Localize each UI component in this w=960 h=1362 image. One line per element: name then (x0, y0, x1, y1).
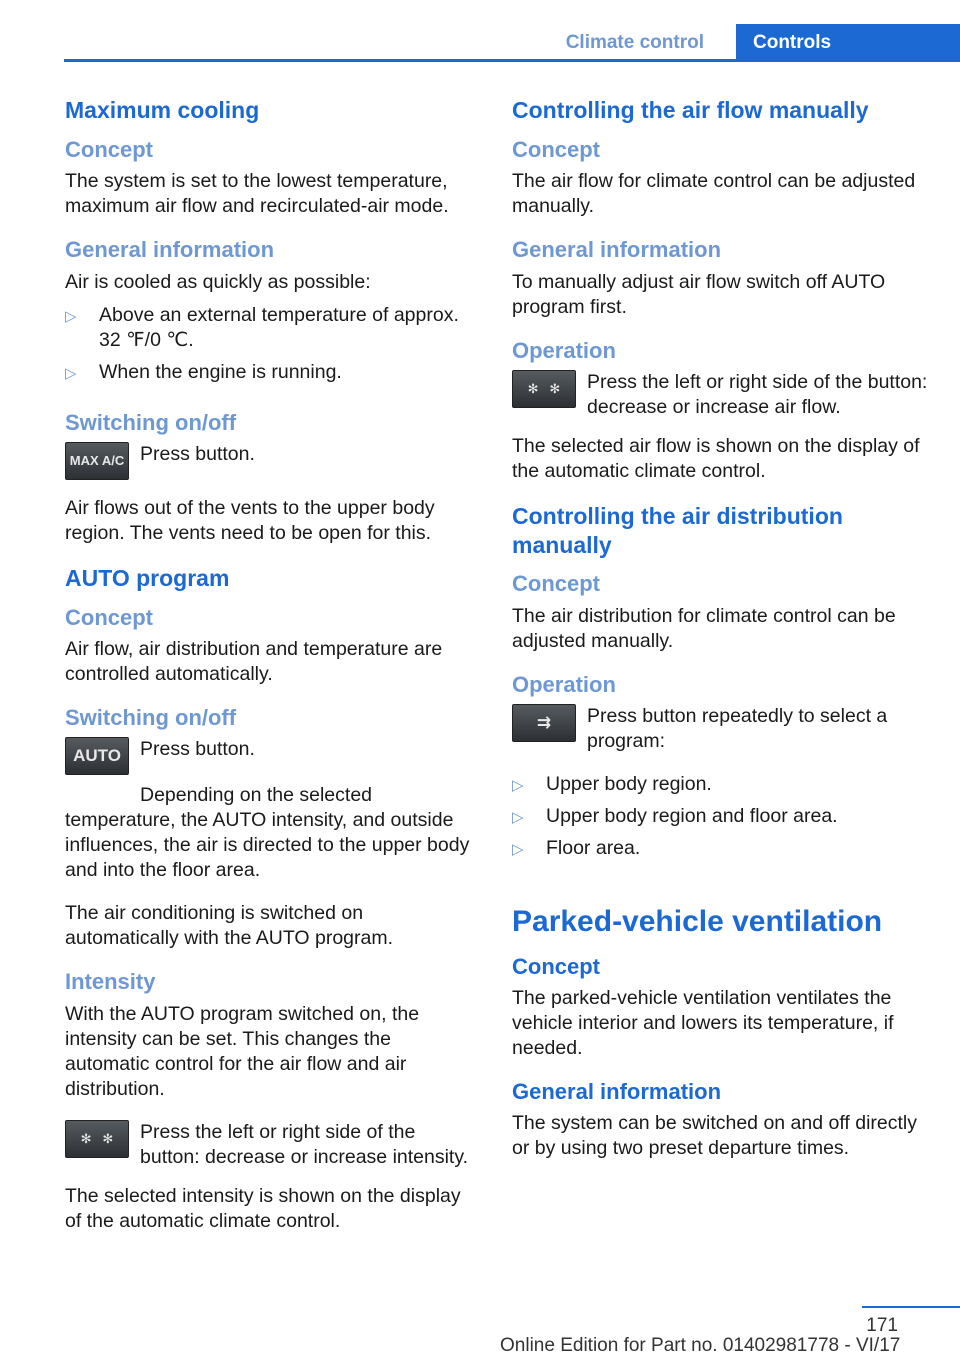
list-item: ▷ Upper body region and floor area. (512, 804, 932, 836)
subheading-intensity: Intensity (65, 969, 156, 995)
instruction-text: Press button repeatedly to select a program: (587, 705, 888, 753)
auto-button-image: AUTO (65, 737, 129, 775)
fan-small-icon: ✻ (527, 380, 539, 396)
button-instruction (512, 704, 932, 754)
paragraph: With the AUTO program switched on, the intensity can be set. This changes the automatic control for the air flow and air distribution. (65, 1002, 420, 1100)
subheading-general: General information (512, 237, 722, 263)
paragraph: The system is set to the lowest temperature, maximum air flow and recirculated-air mode. (65, 170, 449, 218)
paragraph: Depending on the selected temperature, the AUTO intensity, and outside influences, the air is directed to the upper body and into the floor area. (65, 784, 470, 882)
subheading-switching: Switching on/off (65, 409, 237, 435)
list-item: ▷ Above an external temperature of approx. 32 ℉/0 ℃. (65, 303, 480, 360)
subheading-concept: Concept (65, 604, 153, 630)
heading-auto-program: AUTO program (65, 564, 230, 591)
subheading-concept: Concept (65, 136, 153, 162)
edition-text: Online Edition for Part no. 01402981778 - VI/17 (500, 1335, 901, 1356)
left-column (65, 96, 480, 1252)
paragraph: Air flow, air distribution and temperature are controlled automatically. (65, 638, 443, 686)
section-tab[interactable]: Climate control (565, 32, 704, 53)
paragraph: The selected air flow is shown on the display of the automatic climate control. (512, 434, 920, 482)
page-header (0, 24, 960, 62)
button-instruction (65, 1120, 480, 1170)
subheading-general: General information (65, 237, 275, 263)
bullet-list (512, 772, 932, 868)
paragraph: The air conditioning is switched on automatically with the AUTO program. (65, 902, 394, 950)
instruction-text: Press the left or right side of the button: decrease or increase intensity. (140, 1120, 469, 1168)
triangle-right-icon: ▷ (512, 841, 524, 859)
subheading-operation: Operation (512, 337, 616, 363)
right-column (512, 96, 932, 1179)
paragraph: Air flows out of the vents to the upper body region. The vents need to be open for this. (65, 496, 435, 544)
instruction-text: Press button. (140, 738, 255, 761)
button-instruction (512, 370, 932, 420)
subheading-general: General information (512, 1079, 722, 1105)
air-distribution-icon: ⇉ (536, 713, 552, 733)
heading-air-distribution: Controlling the air distribution manually (512, 502, 843, 558)
fan-button-image (512, 370, 576, 408)
subheading-switching: Switching on/off (65, 705, 237, 731)
triangle-right-icon: ▷ (512, 777, 524, 795)
triangle-right-icon: ▷ (65, 307, 77, 325)
paragraph: The system can be switched on and off directly or by using two preset departure times. (512, 1112, 918, 1160)
fan-large-icon: ✻ (549, 380, 561, 396)
list-item: ▷ Upper body region. (512, 772, 932, 804)
paragraph: Air is cooled as quickly as possible: (65, 270, 371, 293)
heading-air-flow: Controlling the air flow manually (512, 97, 869, 123)
triangle-right-icon: ▷ (65, 364, 77, 382)
page-number: 171 (866, 1315, 898, 1336)
footer-rule (862, 1306, 960, 1308)
fan-small-icon: ✻ (80, 1130, 92, 1146)
paragraph: To manually adjust air flow switch off AUTO program first. (512, 270, 886, 318)
subheading-concept: Concept (512, 571, 600, 597)
button-instruction (65, 737, 480, 777)
triangle-right-icon: ▷ (512, 809, 524, 827)
list-item: ▷ When the engine is running. (65, 360, 480, 392)
fan-large-icon: ✻ (102, 1130, 114, 1146)
paragraph: The selected intensity is shown on the display of the automatic climate control. (65, 1184, 461, 1232)
air-distribution-button-image (512, 704, 576, 742)
button-instruction (65, 442, 480, 482)
subheading-concept: Concept (512, 136, 600, 162)
subheading-concept: Concept (512, 954, 600, 980)
max-ac-button-image: MAX A/C (65, 442, 129, 480)
fan-button-image (65, 1120, 129, 1158)
paragraph: The parked-vehicle ventilation ventilates the vehicle interior and lowers its temperature, if needed. (512, 987, 894, 1060)
list-item: ▷ Floor area. (512, 836, 932, 868)
header-rule (64, 59, 960, 62)
subheading-operation: Operation (512, 671, 616, 697)
paragraph: The air distribution for climate control can be adjusted manually. (512, 604, 896, 652)
bullet-list (65, 303, 480, 392)
instruction-text: Press button. (140, 442, 255, 465)
chapter-tab[interactable]: Controls (736, 24, 960, 62)
instruction-text: Press the left or right side of the button: decrease or increase air flow. (587, 370, 928, 418)
heading-max-cooling: Maximum cooling (65, 97, 260, 123)
heading-parked-ventilation: Parked-vehicle ventilation (512, 905, 883, 939)
paragraph: The air flow for climate control can be adjusted manually. (512, 170, 916, 218)
